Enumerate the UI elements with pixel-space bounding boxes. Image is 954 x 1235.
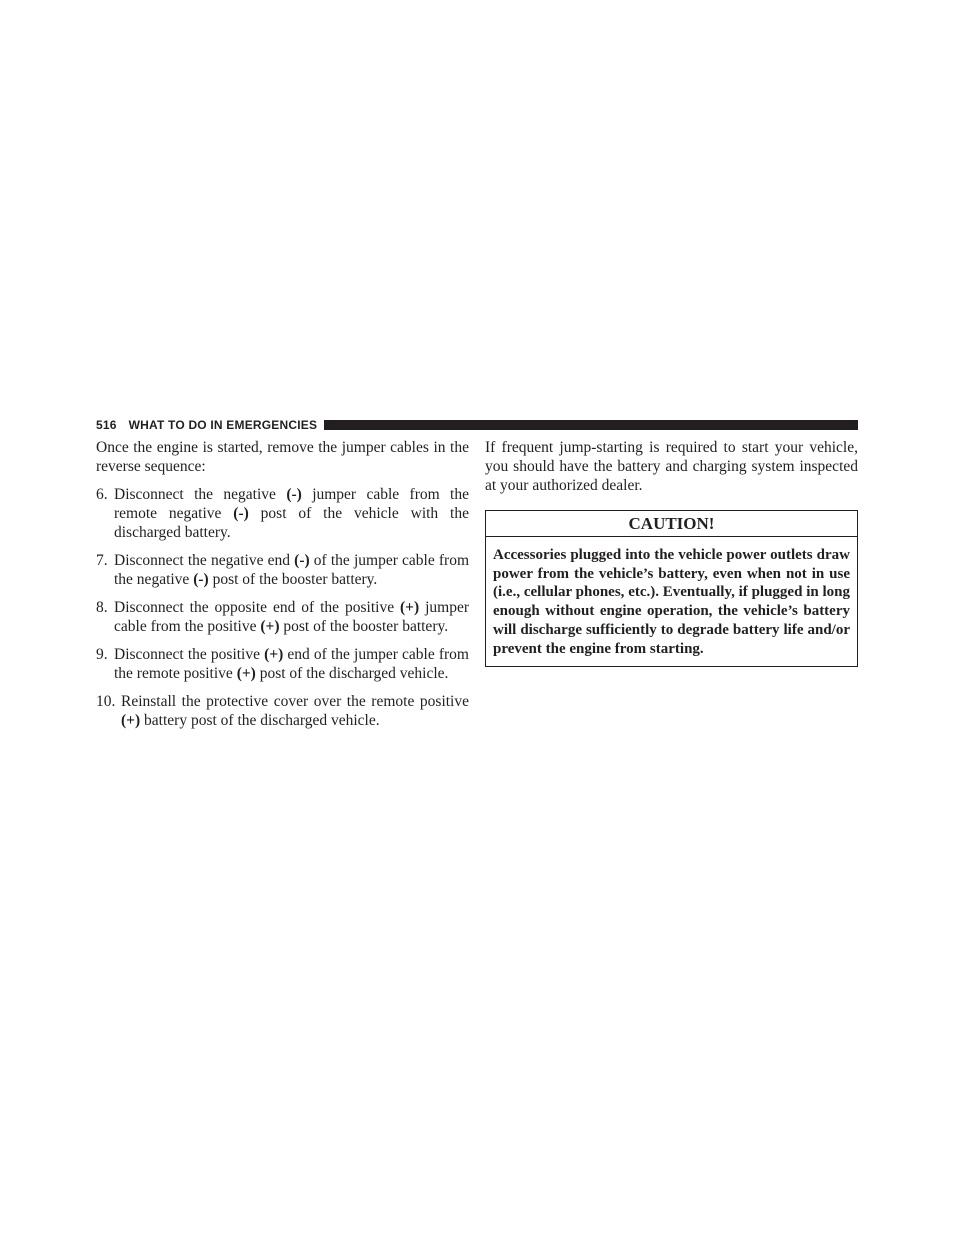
list-item: [96, 598, 469, 636]
inspection-paragraph: If frequent jump-starting is required to start your vehicle, you should have the battery and charging system inspected at your authorized dealer.: [485, 439, 858, 494]
step-text: Disconnect the opposite end of the positive (+) jumper cable from the positive (+) post of the booster battery.: [114, 599, 470, 635]
caution-body: Accessories plugged into the vehicle power outlets draw power from the vehicle’s battery, even when not in use (i.e., cellular phones, etc.). Eventually, if plugged in long enough without engine operation, the vehicle’s battery will discharge sufficiently to degrade battery life and/or prevent the engine from starting.: [493, 547, 850, 657]
step-text: Disconnect the negative (-) jumper cable from the remote negative (-) post of the vehicle with the discharged battery.: [114, 486, 469, 541]
list-item: [96, 485, 469, 542]
caution-title: CAUTION!: [486, 511, 857, 537]
left-column: [96, 438, 469, 730]
section-title: WHAT TO DO IN EMERGENCIES: [128, 418, 318, 432]
steps-list: [96, 485, 469, 730]
step-text: Disconnect the positive (+) end of the jumper cable from the remote positive (+) post of the discharged vehicle.: [114, 646, 469, 682]
step-number: 7.: [96, 552, 108, 569]
step-number: 8.: [96, 599, 108, 616]
step-number: 6.: [96, 486, 108, 503]
step-number: 10.: [96, 693, 116, 710]
list-item: [96, 692, 469, 730]
page-header: [96, 417, 858, 433]
right-column: [485, 438, 858, 667]
list-item: [96, 551, 469, 589]
header-rule: [324, 420, 858, 430]
list-item: [96, 645, 469, 683]
intro-paragraph: Once the engine is started, remove the jumper cables in the reverse sequence:: [96, 439, 469, 475]
caution-box: [485, 510, 858, 667]
page-number: 516: [96, 418, 117, 432]
step-text: Disconnect the negative end (-) of the jumper cable from the negative (-) post of the booster battery.: [114, 552, 469, 588]
step-number: 9.: [96, 646, 108, 663]
step-text: Reinstall the protective cover over the remote positive (+) battery post of the discharged vehicle.: [121, 693, 469, 729]
